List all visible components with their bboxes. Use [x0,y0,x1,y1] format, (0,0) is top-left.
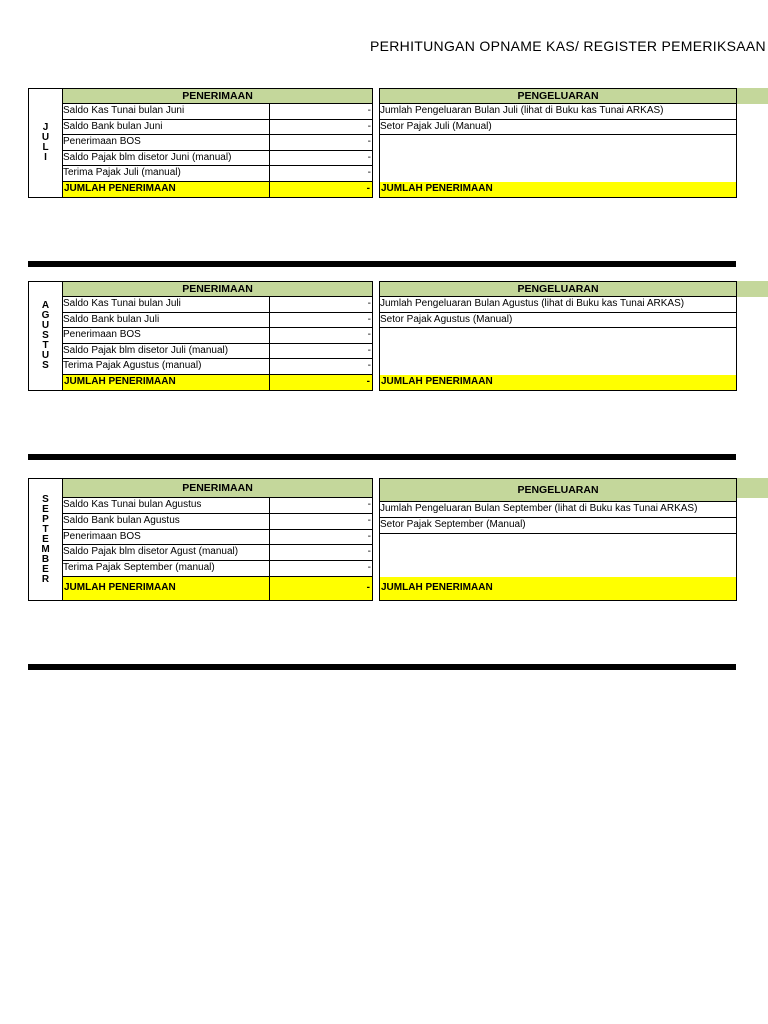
penerimaan-item-label: Terima Pajak Agustus (manual) [63,360,202,372]
pengeluaran-row [379,104,737,120]
total-value: - [366,376,370,387]
header-extension-cell [737,281,768,297]
month-letter: M [41,543,50,555]
month-label [28,478,62,601]
month-letter: I [44,152,47,163]
month-label [28,88,62,198]
month-label [28,281,62,391]
month-letter: B [41,553,50,565]
month-letter: R [41,573,50,585]
month-block [0,88,768,198]
penerimaan-item-value: - [367,499,371,510]
total-label: JUMLAH PENERIMAAN [381,376,493,387]
section-divider [28,261,736,267]
penerimaan-row [62,104,373,120]
penerimaan-item-value: - [367,313,371,325]
penerimaan-row [62,297,373,313]
section-divider [28,664,736,670]
penerimaan-total-row [63,375,372,390]
pengeluaran-header: PENGELUARAN [379,478,737,502]
penerimaan-item-label: Penerimaan BOS [63,530,141,542]
pengeluaran-row [379,518,737,534]
penerimaan-item-label: Saldo Kas Tunai bulan Juli [63,298,181,309]
total-label: JUMLAH PENERIMAAN [381,582,493,593]
page-title: PERHITUNGAN OPNAME KAS/ REGISTER PEMERIKSAAN [370,38,766,54]
pengeluaran-item-label: Jumlah Pengeluaran Bulan Juli (lihat di Buku kas Tunai ARKAS) [380,105,664,116]
pengeluaran-item-label: Setor Pajak Agustus (Manual) [380,313,513,325]
penerimaan-item-label: Saldo Bank bulan Juli [63,313,160,325]
pengeluaran-item-label: Jumlah Pengeluaran Bulan Agustus (lihat di Buku kas Tunai ARKAS) [380,298,685,309]
month-letter: L [42,142,49,153]
header-extension-cell [737,478,768,498]
penerimaan-row [62,166,373,182]
penerimaan-item-label: Terima Pajak September (manual) [63,562,215,574]
penerimaan-row [62,530,373,546]
header-extension-cell [737,88,768,104]
penerimaan-row [62,498,373,514]
month-letter: S [42,360,49,371]
total-label: JUMLAH PENERIMAAN [64,183,176,194]
penerimaan-item-value: - [367,136,371,148]
pengeluaran-row [379,297,737,313]
penerimaan-item-value: - [367,530,371,542]
month-letter: E [42,503,49,515]
value-column-divider [269,577,270,601]
total-label: JUMLAH PENERIMAAN [64,376,176,387]
penerimaan-row [62,135,373,151]
penerimaan-header: PENERIMAAN [62,281,373,297]
penerimaan-item-value: - [367,120,371,132]
month-letter: T [42,523,49,535]
month-block [0,478,768,601]
penerimaan-item-value: - [367,329,371,341]
penerimaan-row [62,344,373,360]
total-value: - [366,183,370,194]
month-letter: P [42,513,49,525]
pengeluaran-row [379,502,737,518]
section-divider [28,454,736,460]
penerimaan-row [62,561,373,577]
penerimaan-row [62,545,373,561]
value-column-divider [269,182,270,198]
penerimaan-item-value: - [367,514,371,526]
pengeluaran-item-label: Jumlah Pengeluaran Bulan September (lihat di Buku kas Tunai ARKAS) [380,503,698,514]
pengeluaran-row [379,120,737,136]
pengeluaran-header: PENGELUARAN [379,88,737,104]
penerimaan-row [62,151,373,167]
penerimaan-item-label: Saldo Pajak blm disetor Juli (manual) [63,344,229,356]
pengeluaran-total-row [380,182,736,197]
month-letter: G [41,310,50,321]
penerimaan-item-value: - [367,167,371,179]
pengeluaran-total-row [380,375,736,390]
penerimaan-item-value: - [367,562,371,574]
penerimaan-item-value: - [367,298,371,309]
penerimaan-row [62,514,373,530]
penerimaan-item-label: Penerimaan BOS [63,329,141,341]
penerimaan-item-label: Terima Pajak Juli (manual) [63,167,181,179]
penerimaan-item-label: Saldo Kas Tunai bulan Juni [63,105,185,116]
month-letter: U [41,320,50,331]
penerimaan-total-row [63,577,372,600]
total-label: JUMLAH PENERIMAAN [64,582,176,593]
month-letter: A [41,300,50,311]
pengeluaran-total-row [380,577,736,600]
penerimaan-item-value: - [367,546,371,558]
penerimaan-item-label: Saldo Kas Tunai bulan Agustus [63,499,202,510]
penerimaan-item-label: Saldo Pajak blm disetor Agust (manual) [63,546,239,558]
month-letter: S [42,493,49,505]
penerimaan-item-value: - [367,151,371,163]
pengeluaran-header: PENGELUARAN [379,281,737,297]
penerimaan-item-label: Saldo Bank bulan Juni [63,120,163,132]
penerimaan-row [62,359,373,375]
month-letter: E [42,533,49,545]
penerimaan-row [62,328,373,344]
month-block [0,281,768,391]
penerimaan-item-value: - [367,105,371,116]
total-value: - [366,582,370,593]
month-letter: S [42,330,49,341]
month-letter: T [42,340,49,351]
pengeluaran-row [379,313,737,329]
month-letter: U [41,350,50,361]
penerimaan-item-value: - [367,344,371,356]
pengeluaran-item-label: Setor Pajak September (Manual) [380,518,526,530]
value-column-divider [269,375,270,391]
pengeluaran-item-label: Setor Pajak Juli (Manual) [380,120,492,132]
month-letter: U [41,132,50,143]
penerimaan-item-label: Saldo Bank bulan Agustus [63,514,180,526]
penerimaan-row [62,120,373,136]
penerimaan-item-value: - [367,360,371,372]
total-label: JUMLAH PENERIMAAN [381,183,493,194]
penerimaan-total-row [63,182,372,197]
penerimaan-item-label: Saldo Pajak blm disetor Juni (manual) [63,151,232,163]
penerimaan-row [62,313,373,329]
penerimaan-header: PENERIMAAN [62,478,373,498]
month-letter: J [42,122,49,133]
penerimaan-item-label: Penerimaan BOS [63,136,141,148]
month-letter: E [42,563,49,575]
penerimaan-header: PENERIMAAN [62,88,373,104]
